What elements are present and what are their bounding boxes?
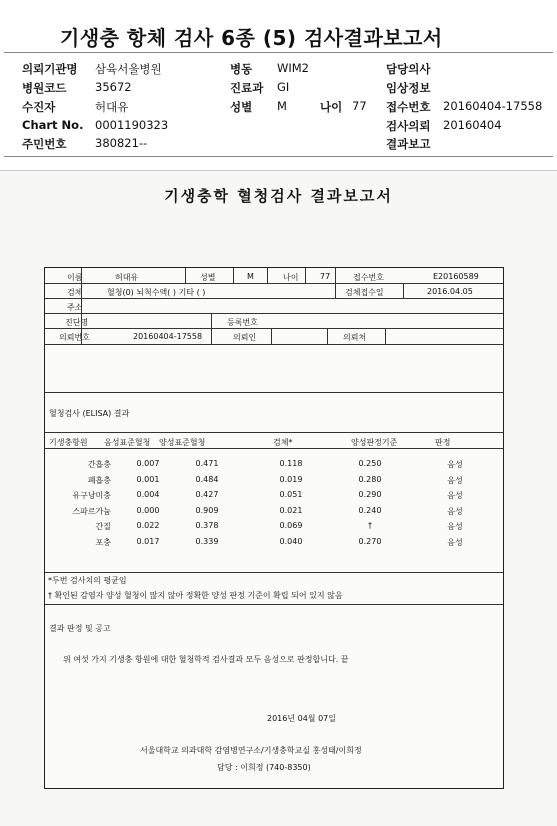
report-header	[0, 0, 557, 162]
result-sample-cell: 0.118	[279, 459, 303, 468]
header-divider	[4, 52, 553, 53]
age-value-scan: 77	[320, 272, 331, 281]
patient-label: 수진자	[22, 100, 56, 114]
col-judge-header: 판정	[435, 438, 451, 447]
result-cutoff-cell: 0.290	[358, 490, 382, 499]
result-neg-cell: 0.004	[136, 490, 160, 499]
specimen-date-label: 검체접수일	[345, 288, 384, 297]
result-sample-cell: 0.051	[279, 490, 303, 499]
result-judge-cell: 음성	[447, 506, 463, 516]
conclusion-text: 위 여섯 가지 기생충 항원에 대한 혈청학적 검사결과 모두 음성으로 판정합니다. 끝	[63, 655, 349, 664]
result-neg-cell: 0.022	[136, 521, 160, 530]
requester-org-label: 의뢰처	[343, 333, 367, 342]
receipt-label-scan: 접수번호	[353, 273, 384, 282]
result-antigen-cell: 간질	[95, 522, 111, 531]
result-neg-cell: 0.017	[136, 536, 160, 546]
result-antigen-cell: 유구낭미충	[72, 491, 111, 500]
result-pos-cell: 0.484	[195, 474, 219, 484]
chart-label: Chart No.	[22, 118, 84, 132]
receipt-label: 접수번호	[386, 100, 431, 114]
report-organization: 서울대학교 의과대학 감염병연구소/기생충학교실 홍성태/이희정	[140, 746, 362, 755]
col-cutoff-header: 양성판정기준	[351, 438, 398, 447]
result-cutoff-cell: 0.250	[358, 459, 382, 468]
request-label: 검사의뢰	[386, 119, 431, 133]
result-sample-cell: 0.040	[279, 536, 303, 546]
specimen-value: 혈청(0) 뇌척수액( ) 기타 ( )	[107, 288, 206, 297]
scanned-report	[0, 170, 557, 826]
result-cutoff-cell: 0.280	[358, 474, 382, 484]
rrn-label: 주민번호	[22, 137, 67, 151]
result-sample-cell: 0.021	[279, 505, 303, 515]
dept-label: 진료과	[230, 81, 264, 95]
result-antigen-cell: 스파르가눔	[72, 506, 111, 516]
receipt-value-scan: E20160589	[433, 272, 479, 281]
footnote-average: *두번 검사치의 평균임	[48, 576, 127, 585]
request-no-value: 20160404-17558	[133, 332, 203, 341]
ward-value: WIM2	[277, 61, 310, 75]
registration-label: 등록번호	[227, 318, 258, 327]
result-pos-cell: 0.909	[195, 505, 219, 515]
result-pos-cell: 0.339	[195, 536, 219, 546]
result-judge-cell: 음성	[447, 491, 463, 500]
report-contact: 담당 : 이희정 (740-8350)	[217, 763, 311, 772]
result-antigen-cell: 포충	[95, 537, 111, 547]
result-neg-cell: 0.000	[136, 505, 160, 515]
request-no-label: 의뢰번호	[59, 333, 90, 342]
request-value: 20160404	[443, 118, 502, 132]
result-sample-cell: 0.069	[279, 521, 303, 530]
result-cutoff-cell: 0.240	[358, 505, 382, 515]
result-pos-cell: 0.471	[195, 459, 219, 468]
scan-title: 기생충학 혈청검사 결과보고서	[164, 187, 393, 205]
footnote-cutoff: † 확인된 감염자 양성 혈청이 많지 않아 정확한 양성 판정 기준이 확립 되어 있지 않음	[48, 591, 343, 600]
clinical-label: 임상정보	[386, 81, 431, 95]
col-negative-header: 음성표준혈청	[104, 438, 151, 447]
dept-value: GI	[277, 80, 290, 94]
result-cutoff-cell: 0.270	[358, 536, 382, 546]
hospital-code-value: 35672	[95, 80, 132, 94]
age-value: 77	[352, 99, 367, 113]
patient-value: 허대유	[95, 100, 129, 114]
sex-value-scan: M	[247, 272, 254, 281]
requester-label: 의뢰인	[233, 333, 257, 342]
report-date: 2016년 04월 07일	[267, 714, 336, 723]
header-bottom-divider	[4, 156, 553, 157]
name-label: 이름	[67, 273, 83, 282]
col-antigen-header: 기생충항원	[49, 438, 88, 447]
result-pos-cell: 0.378	[195, 521, 219, 530]
age-label-scan: 나이	[283, 273, 299, 282]
sex-label-scan: 성별	[200, 273, 216, 282]
age-label: 나이	[320, 100, 343, 114]
result-cutoff-cell: †	[368, 521, 372, 530]
result-antigen-cell: 폐흡충	[87, 475, 111, 485]
diagnosis-label: 진단명	[65, 318, 89, 327]
institution-label: 의뢰기관명	[22, 62, 78, 76]
specimen-label: 검체	[67, 288, 83, 297]
ward-label: 병동	[230, 62, 253, 76]
hospital-code-label: 병원코드	[22, 81, 67, 95]
specimen-date-value: 2016.04.05	[427, 287, 473, 296]
report-label: 결과보고	[386, 137, 431, 151]
result-judge-cell: 음성	[447, 522, 463, 531]
institution-value: 삼육서울병원	[95, 62, 162, 76]
address-label: 주소	[67, 303, 83, 312]
result-antigen-cell: 간흡충	[87, 460, 111, 469]
result-judge-cell: 음성	[447, 537, 463, 547]
chart-value: 0001190323	[95, 118, 169, 132]
receipt-value: 20160404-17558	[443, 99, 543, 113]
elisa-section-title: 혈청검사 (ELISA) 결과	[49, 409, 130, 418]
name-value: 허대유	[115, 273, 139, 282]
rrn-value: 380821--	[95, 136, 148, 150]
col-sample-header: 검체*	[273, 438, 293, 447]
report-form	[44, 267, 504, 789]
result-judge-cell: 음성	[447, 460, 463, 469]
col-positive-header: 양성표준혈청	[159, 438, 206, 447]
doctor-label: 담당의사	[386, 62, 431, 76]
page-title: 기생충 항체 검사 6종 (5) 검사결과보고서	[60, 26, 443, 50]
result-pos-cell: 0.427	[195, 490, 219, 499]
result-judge-cell: 음성	[447, 475, 463, 485]
sex-label: 성별	[230, 100, 253, 114]
result-neg-cell: 0.001	[136, 474, 160, 484]
result-neg-cell: 0.007	[136, 459, 160, 468]
conclusion-section-title: 결과 판정 및 공고	[49, 624, 111, 633]
sex-value: M	[277, 99, 287, 113]
result-sample-cell: 0.019	[279, 474, 303, 484]
